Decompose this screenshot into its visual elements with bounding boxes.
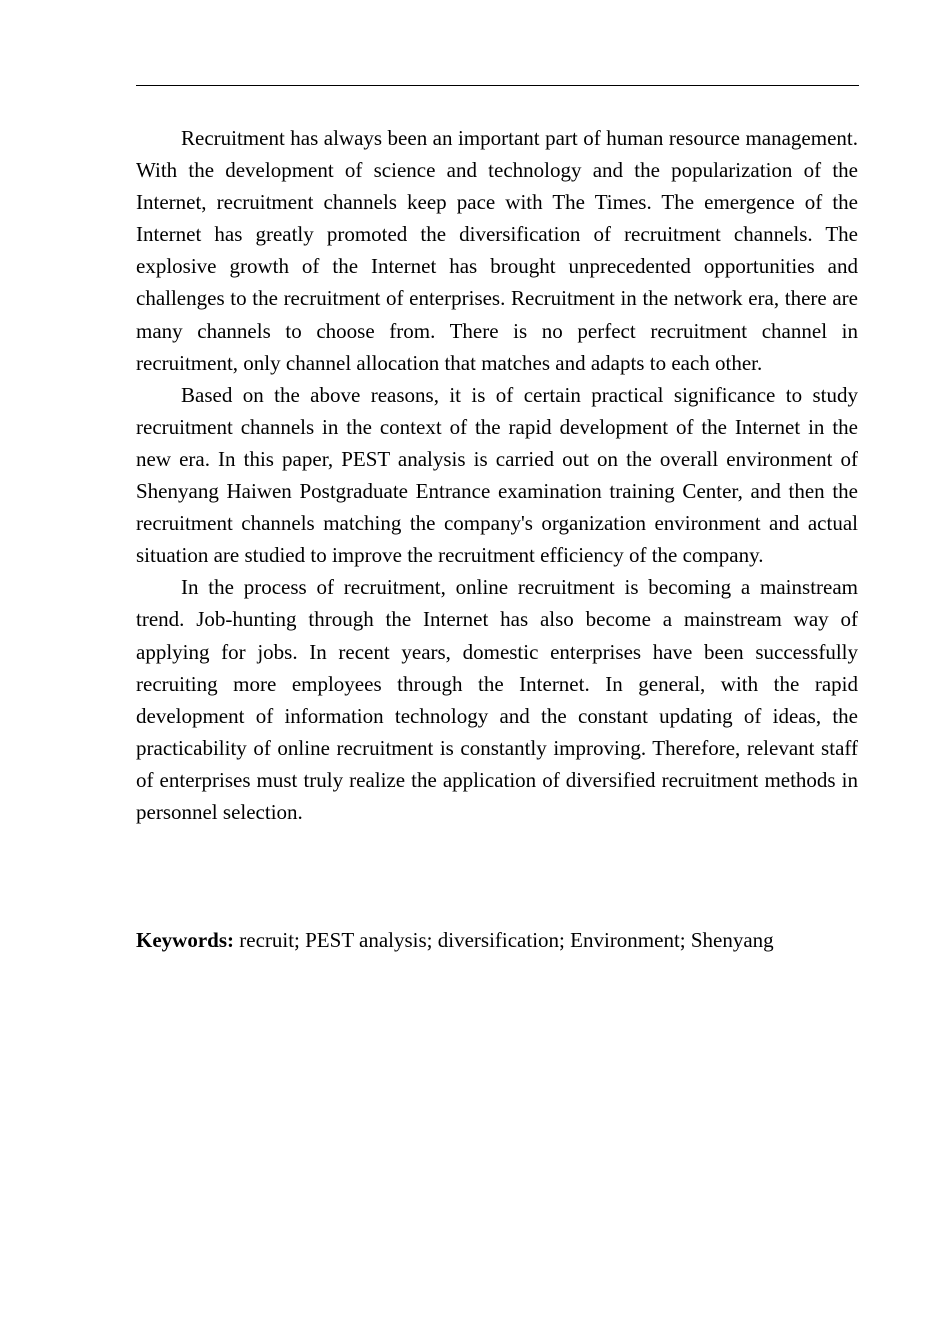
- keywords-line: [136, 924, 858, 956]
- header-rule: [136, 85, 859, 86]
- keywords-text: recruit; PEST analysis; diversification; Environment; Shenyang: [239, 928, 774, 952]
- abstract-body: [136, 122, 858, 828]
- abstract-paragraph-1: Recruitment has always been an important part of human resource management. With the development of science and technology and the popularization of the Internet, recruitment channels keep pace with The Times. The emergence of the Internet has greatly promoted the diversification of recruitment channels. The explosive growth of the Internet has brought unprecedented opportunities and challenges to the recruitment of enterprises. Recruitment in the network era, there are many channels to choose from. There is no perfect recruitment channel in recruitment, only channel allocation that matches and adapts to each other.: [136, 126, 858, 375]
- keywords-label: Keywords:: [136, 928, 234, 952]
- abstract-paragraph-3: In the process of recruitment, online recruitment is becoming a mainstream trend. Job-hunting through the Internet has also become a mainstream way of applying for jobs. In recent years, domestic enterprises have been successfully recruiting more employees through the Internet. In general, with the rapid development of information technology and the constant updating of ideas, the practicability of online recruitment is constantly improving. Therefore, relevant staff of enterprises must truly realize the application of diversified recruitment methods in personnel selection.: [136, 575, 858, 824]
- abstract-paragraph-2: Based on the above reasons, it is of certain practical significance to study recruitment channels in the context of the rapid development of the Internet in the new era. In this paper, PEST analysis is carried out on the overall environment of Shenyang Haiwen Postgraduate Entrance examination training Center, and then the recruitment channels matching the company's organization environment and actual situation are studied to improve the recruitment efficiency of the company.: [136, 382, 858, 568]
